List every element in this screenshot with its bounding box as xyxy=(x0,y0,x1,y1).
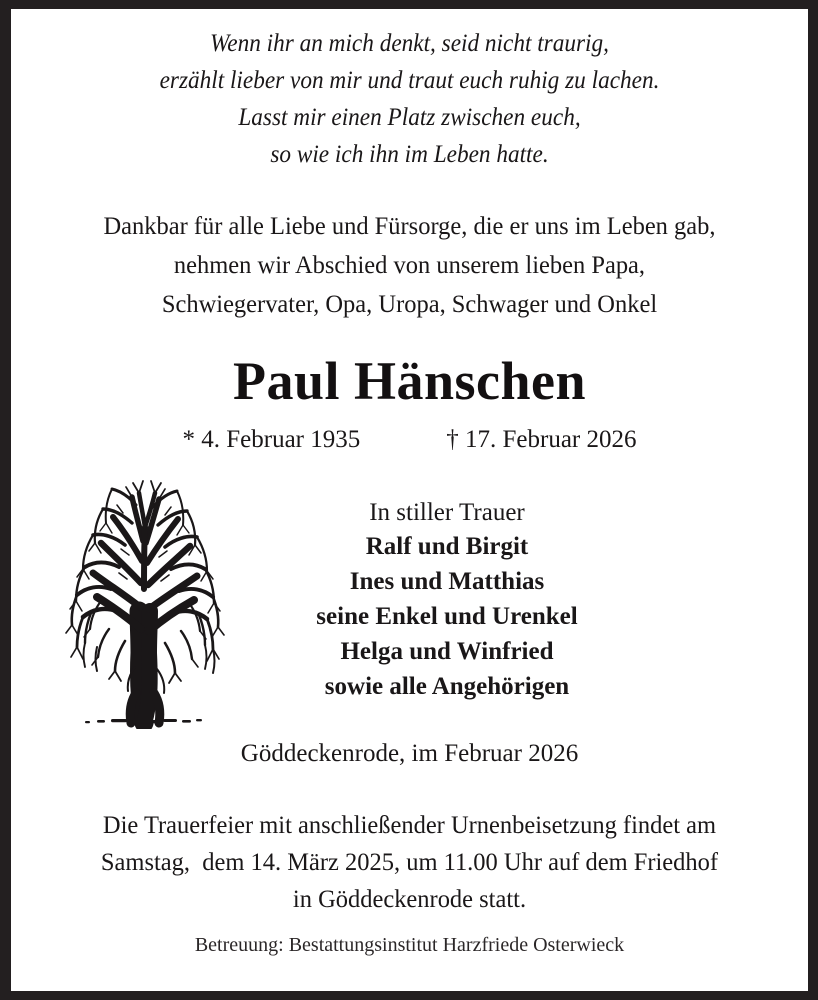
mourner-line: seine Enkel und Urenkel xyxy=(316,603,578,630)
intro-line: Dankbar für alle Liebe und Fürsorge, die er uns im Leben gab, xyxy=(103,211,716,240)
mourner-line: Ralf und Birgit xyxy=(365,533,529,560)
funeral-home-credit: Betreuung: Bestattungsinstitut Harzfriede Osterwieck xyxy=(194,934,625,956)
poem-line: Lasst mir einen Platz zwischen euch, xyxy=(238,104,581,131)
ceremony-details xyxy=(27,806,792,917)
poem-line: Wenn ihr an mich denkt, seid nicht traurig, xyxy=(210,30,609,57)
ceremony-line: Samstag, dem 14. März 2025, um 11.00 Uhr auf dem Friedhof xyxy=(100,847,719,876)
mourners-lead: In stiller Trauer xyxy=(369,499,525,526)
ceremony-line: Die Trauerfeier mit anschließender Urnenbeisetzung findet am xyxy=(102,810,717,839)
intro-paragraph xyxy=(27,206,792,323)
memorial-poem xyxy=(39,25,780,173)
deceased-name: Paul Hänschen xyxy=(232,351,587,411)
notice-paper xyxy=(11,9,808,991)
poem-line: so wie ich ihn im Leben hatte. xyxy=(270,141,549,168)
mourners-block xyxy=(247,496,647,704)
life-dates xyxy=(11,426,808,454)
intro-line: nehmen wir Abschied von unserem lieben Papa, xyxy=(173,250,646,279)
place-and-month: Göddeckenrode, im Februar 2026 xyxy=(240,740,579,767)
poem-line: erzählt lieber von mir und traut euch ruhig zu lachen. xyxy=(159,67,660,94)
birth-date: * 4. Februar 1935 xyxy=(182,426,361,453)
bare-tree-icon xyxy=(39,461,249,729)
intro-line: Schwiegervater, Opa, Uropa, Schwager und Onkel xyxy=(161,289,658,318)
ceremony-line: in Göddeckenrode statt. xyxy=(292,884,527,913)
mourner-line: Helga und Winfried xyxy=(340,638,554,665)
mourner-line: Ines und Matthias xyxy=(349,568,545,595)
death-date: † 17. Februar 2026 xyxy=(446,426,637,453)
mourner-line: sowie alle Angehörigen xyxy=(324,673,570,700)
